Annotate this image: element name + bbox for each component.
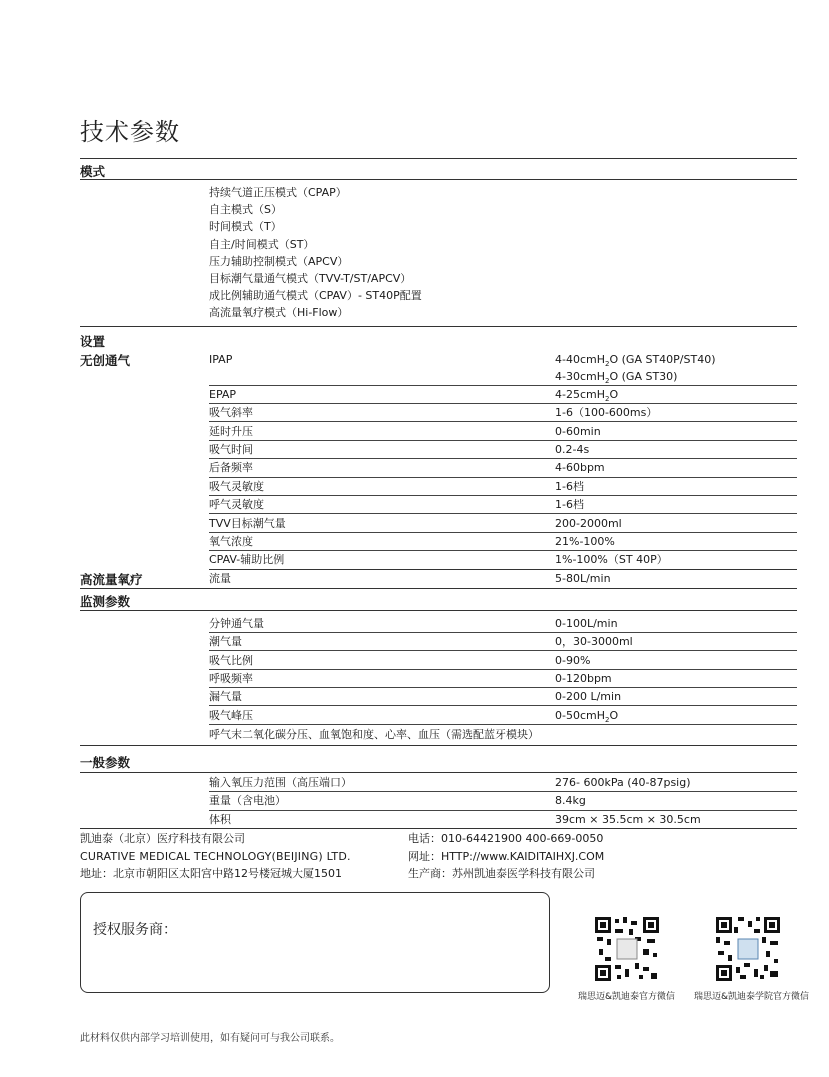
company-phone: 电话：010-64421900 400-669-0050	[408, 832, 604, 845]
mode-item: 自主模式（S）	[209, 203, 282, 217]
spec-name: IPAP	[209, 352, 233, 366]
section-heading-settings: 设置	[80, 333, 106, 349]
mode-item: 高流量氧疗模式（Hi-Flow）	[209, 306, 349, 320]
footnote: 此材料仅供内部学习培训使用，如有疑问可与我公司联系。	[80, 1033, 340, 1044]
spec-name: 吸气灵敏度	[209, 479, 264, 493]
spec-name: CPAV-辅助比例	[209, 553, 285, 567]
monitoring-block	[80, 611, 797, 746]
spec-value: 1-6（100-600ms）	[555, 406, 658, 420]
spec-value: 39cm × 35.5cm × 30.5cm	[555, 812, 701, 826]
spec-row	[209, 615, 797, 633]
spec-row-ipap	[209, 351, 797, 386]
spec-name: 呼气末二氧化碳分压、血氧饱和度、心率、血压（需选配蓝牙模块）	[209, 728, 539, 742]
company-name-en: CURATIVE MEDICAL TECHNOLOGY(BEIJING) LTD.	[80, 849, 351, 863]
spec-row	[209, 792, 797, 810]
spec-table	[80, 158, 797, 829]
company-maker: 生产商：苏州凯迪泰医学科技有限公司	[408, 867, 595, 880]
spec-value: 200-2000ml	[555, 516, 622, 530]
spec-name: 输入氧压力范围（高压端口）	[209, 776, 352, 790]
spec-value: 0-120bpm	[555, 671, 612, 685]
spec-name: 流量	[209, 571, 231, 585]
mode-item: 持续气道正压模式（CPAP）	[209, 186, 347, 199]
spec-value: 0，30-3000ml	[555, 635, 633, 649]
qr-code-icon	[595, 917, 659, 981]
spec-row	[209, 670, 797, 688]
spec-name: 延时升压	[209, 424, 253, 438]
spec-row	[209, 570, 797, 587]
spec-value: 0.2-4s	[555, 442, 590, 456]
spec-name: 漏气量	[209, 690, 242, 704]
spec-name: 呼气灵敏度	[209, 498, 264, 512]
mode-item: 压力辅助控制模式（APCV）	[209, 254, 349, 268]
mode-item: 目标潮气量通气模式（TVV-T/ST/APCV）	[209, 272, 412, 286]
spec-row-epap	[209, 386, 797, 404]
mode-item: 成比例辅助通气模式（CPAV）- ST40P配置	[209, 289, 422, 303]
authorized-dealer-label: 授权服务商：	[93, 922, 177, 938]
mode-item: 时间模式（T）	[209, 220, 282, 234]
spec-name: 吸气比例	[209, 653, 253, 667]
spec-value: 0-50cmH$_2$O	[555, 708, 619, 724]
general-block	[80, 773, 797, 829]
spec-name: 氧气浓度	[209, 534, 253, 548]
spec-value: 276- 600kPa (40-87psig)	[555, 776, 691, 790]
spec-name: 分钟通气量	[209, 616, 264, 630]
spec-value: 0-200 L/min	[555, 690, 622, 704]
spec-row	[209, 496, 797, 514]
spec-value: 1-6档	[555, 498, 584, 512]
spec-name: 吸气斜率	[209, 406, 253, 420]
mode-item: 自主/时间模式（ST）	[209, 237, 315, 251]
qr-caption: 瑞思迈&凯迪泰官方微信	[578, 992, 676, 1002]
spec-row	[209, 441, 797, 459]
spec-value: 21%-100%	[555, 534, 615, 548]
qr-code-icon	[716, 917, 780, 981]
noninvasive-block	[80, 351, 797, 570]
category-label: 高流量氧疗	[80, 571, 143, 587]
spec-name: 吸气峰压	[209, 708, 253, 722]
spec-name: 后备频率	[209, 461, 253, 475]
spec-row	[209, 459, 797, 477]
spec-row-extra	[209, 725, 797, 745]
spec-row-peak	[209, 706, 797, 724]
spec-row	[209, 633, 797, 651]
mode-list	[80, 180, 797, 327]
spec-row	[209, 514, 797, 532]
spec-value: 0-60min	[555, 424, 601, 438]
spec-name: 体积	[209, 812, 231, 826]
spec-value: 5-80L/min	[555, 571, 611, 585]
page-title: 技术参数	[80, 118, 180, 146]
spec-name: TVV目标潮气量	[209, 516, 286, 530]
spec-row	[209, 811, 797, 828]
spec-row	[209, 422, 797, 440]
highflow-block	[80, 570, 797, 589]
spec-value: 1-6档	[555, 479, 584, 493]
spec-value: 0-100L/min	[555, 616, 618, 630]
spec-name: 重量（含电池）	[209, 794, 286, 808]
company-name-cn: 凯迪泰（北京）医疗科技有限公司	[80, 832, 245, 845]
spec-row	[209, 551, 797, 569]
qr-caption: 瑞思迈&凯迪泰学院官方微信	[694, 992, 810, 1002]
spec-value: 4-25cmH$_2$O	[555, 387, 619, 403]
spec-row	[209, 533, 797, 551]
spec-name: EPAP	[209, 387, 237, 401]
spec-row	[209, 688, 797, 706]
spec-value: 1%-100%（ST 40P）	[555, 553, 668, 567]
spec-name: 潮气量	[209, 635, 242, 649]
spec-row	[209, 774, 797, 792]
spec-row	[209, 478, 797, 496]
company-address: 地址：北京市朝阳区太阳宫中路12号楼冠城大厦1501	[80, 867, 342, 880]
spec-value: 8.4kg	[555, 794, 586, 808]
section-heading-monitoring: 监测参数	[80, 589, 797, 611]
spec-value: 0-90%	[555, 653, 591, 667]
authorized-dealer-box	[80, 892, 550, 993]
spec-name: 吸气时间	[209, 442, 253, 456]
company-website[interactable]: 网址：HTTP://www.KAIDITAIHXJ.COM	[408, 849, 605, 863]
spec-row	[209, 404, 797, 422]
spec-value: 4-40cmH$_2$O (GA ST40P/ST40) 4-30cmH$_2$O (GA ST30)	[555, 352, 716, 385]
category-label: 无创通气	[80, 352, 131, 368]
spec-name: 呼吸频率	[209, 671, 253, 685]
section-heading-modes: 模式	[80, 159, 797, 180]
section-heading-general: 一般参数	[80, 746, 797, 773]
spec-value: 4-60bpm	[555, 461, 605, 475]
spec-row	[209, 651, 797, 669]
